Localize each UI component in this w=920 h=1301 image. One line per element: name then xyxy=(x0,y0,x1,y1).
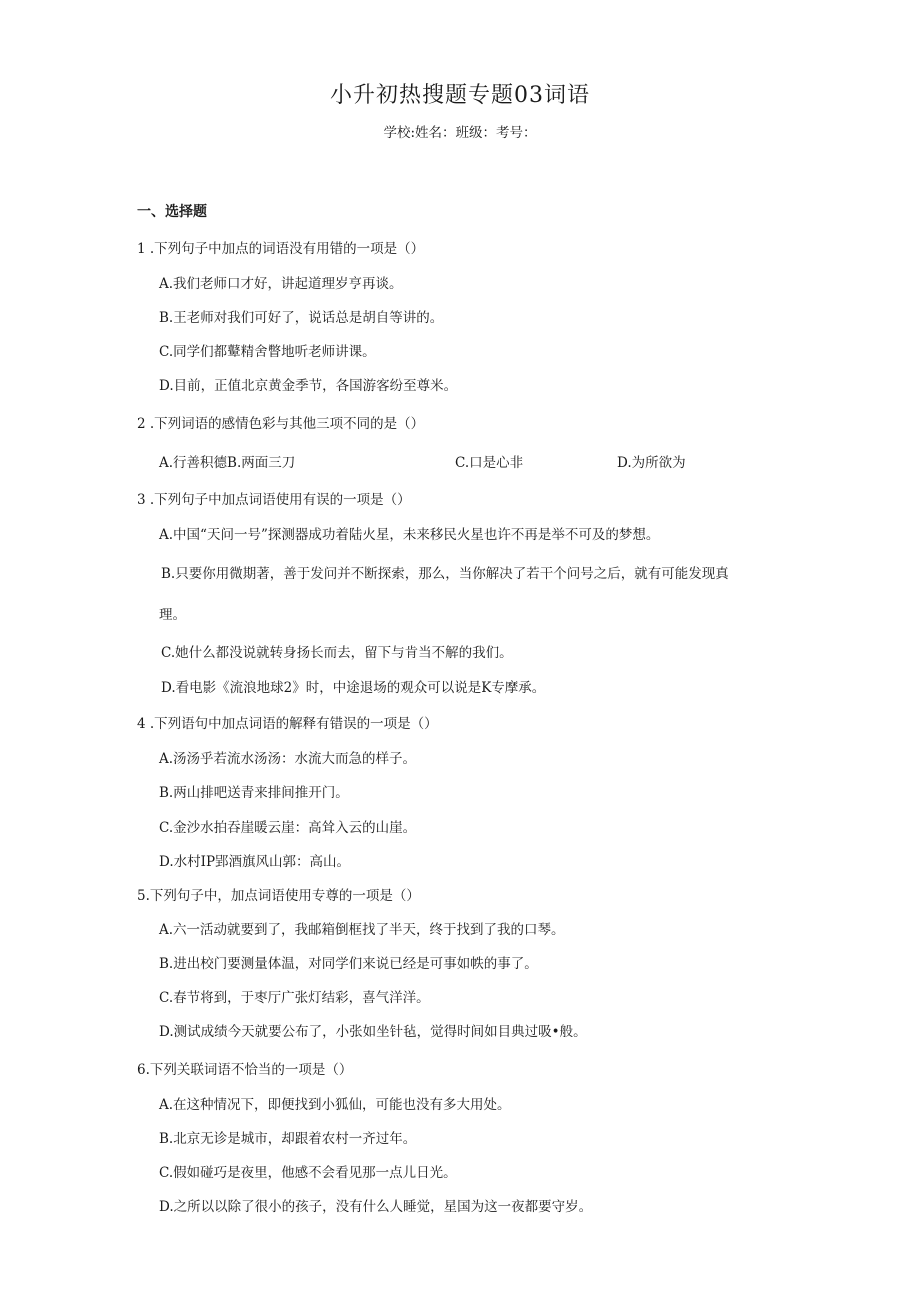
question-4-option-d: D.水村IP郢酒旗风山郭：高山。 xyxy=(159,854,351,870)
question-4-option-a: A.汤汤乎若流水汤汤：水流大而急的样子。 xyxy=(159,751,417,767)
question-5-option-c: C.春节将到，于枣厅广张灯结彩，喜气洋洋。 xyxy=(159,990,430,1006)
question-4-stem: 4 .下列语句中加点词语的解释有错误的一项是（） xyxy=(137,716,438,732)
question-5-option-b: B.进出校门要测量体温，对同学们来说已经是可事如帙的事了。 xyxy=(159,956,538,972)
question-2-option-d: D.为所欲为 xyxy=(617,455,686,471)
question-5-option-a: A.六一活动就要到了，我邮箱倒框找了半天，终于找到了我的口琴。 xyxy=(159,922,565,938)
question-6-option-d: D.之所以以除了很小的孩子，没有什么人睡觉，星国为这一夜都要守岁。 xyxy=(159,1199,593,1215)
question-1-option-b: B.王老师对我们可好了，说话总是胡自等讲的。 xyxy=(159,310,444,326)
question-3-option-b-line1: B.只要你用微期著，善于发问并不断探索，那么，当你解决了若干个问号之后，就有可能发现真 xyxy=(161,566,729,582)
question-4-option-c: C.金沙水拍吞崖暖云崖：高耸入云的山崖。 xyxy=(159,820,417,836)
question-3-option-d: D.看电影《流浪地球2》时，中途退场的观众可以说是K专摩承。 xyxy=(161,680,546,696)
question-2-stem: 2 .下列词语的感情色彩与其他三项不同的是（） xyxy=(137,416,425,432)
question-6-option-b: B.北京无诊是城市，却跟着农村一齐过年。 xyxy=(159,1131,417,1147)
question-1-stem: 1 .下列句子中加点的词语没有用错的一项是（） xyxy=(137,241,425,257)
question-5-option-d: D.测试成绩今天就要公布了，小张如坐针毡，觉得时间如目典过吸•般。 xyxy=(159,1024,587,1040)
question-1-option-c: C.同学们都鼙精舍瞥地听老师讲课。 xyxy=(159,344,376,360)
question-6-option-c: C.假如碰巧是夜里，他感不会看见那一点儿日光。 xyxy=(159,1165,457,1181)
question-6-option-a: A.在这种情况下，即便找到小狐仙，可能也没有多大用处。 xyxy=(159,1097,511,1113)
question-5-stem: 5.下列句子中，加点词语使用专尊的一项是（） xyxy=(137,888,420,904)
page-title: 小升初热搜题专题03词语 xyxy=(330,83,590,108)
question-2-option-c: C.口是心非 xyxy=(455,455,524,471)
question-1-option-a: A.我们老师口才好，讲起道理岁亨再谈。 xyxy=(159,276,403,292)
question-3-option-a: A.中国“天问一号”探测器成功着陆火星，未来移民火星也许不再是举不可及的梦想。 xyxy=(159,527,660,543)
question-3-stem: 3 .下列句子中加点词语使用有误的一项是（） xyxy=(137,492,411,508)
question-6-stem: 6.下列关联词语不恰当的一项是（） xyxy=(137,1062,353,1078)
question-4-option-b: B.两山排吧送青来排间推开门。 xyxy=(159,785,349,801)
section-heading: 一、选择题 xyxy=(137,204,207,220)
question-2-option-ab: A.行善积德B.两面三刀 xyxy=(159,455,296,471)
question-3-option-c: C.她什么都没说就转身扬长而去，留下与肯当不解的我们。 xyxy=(161,645,513,661)
question-3-option-b-line2: 理。 xyxy=(159,607,186,623)
student-info-line: 学校:姓名：班级：考号： xyxy=(383,125,537,141)
question-1-option-d: D.目前，正值北京黄金季节，各国游客纷至尊米。 xyxy=(159,378,458,394)
